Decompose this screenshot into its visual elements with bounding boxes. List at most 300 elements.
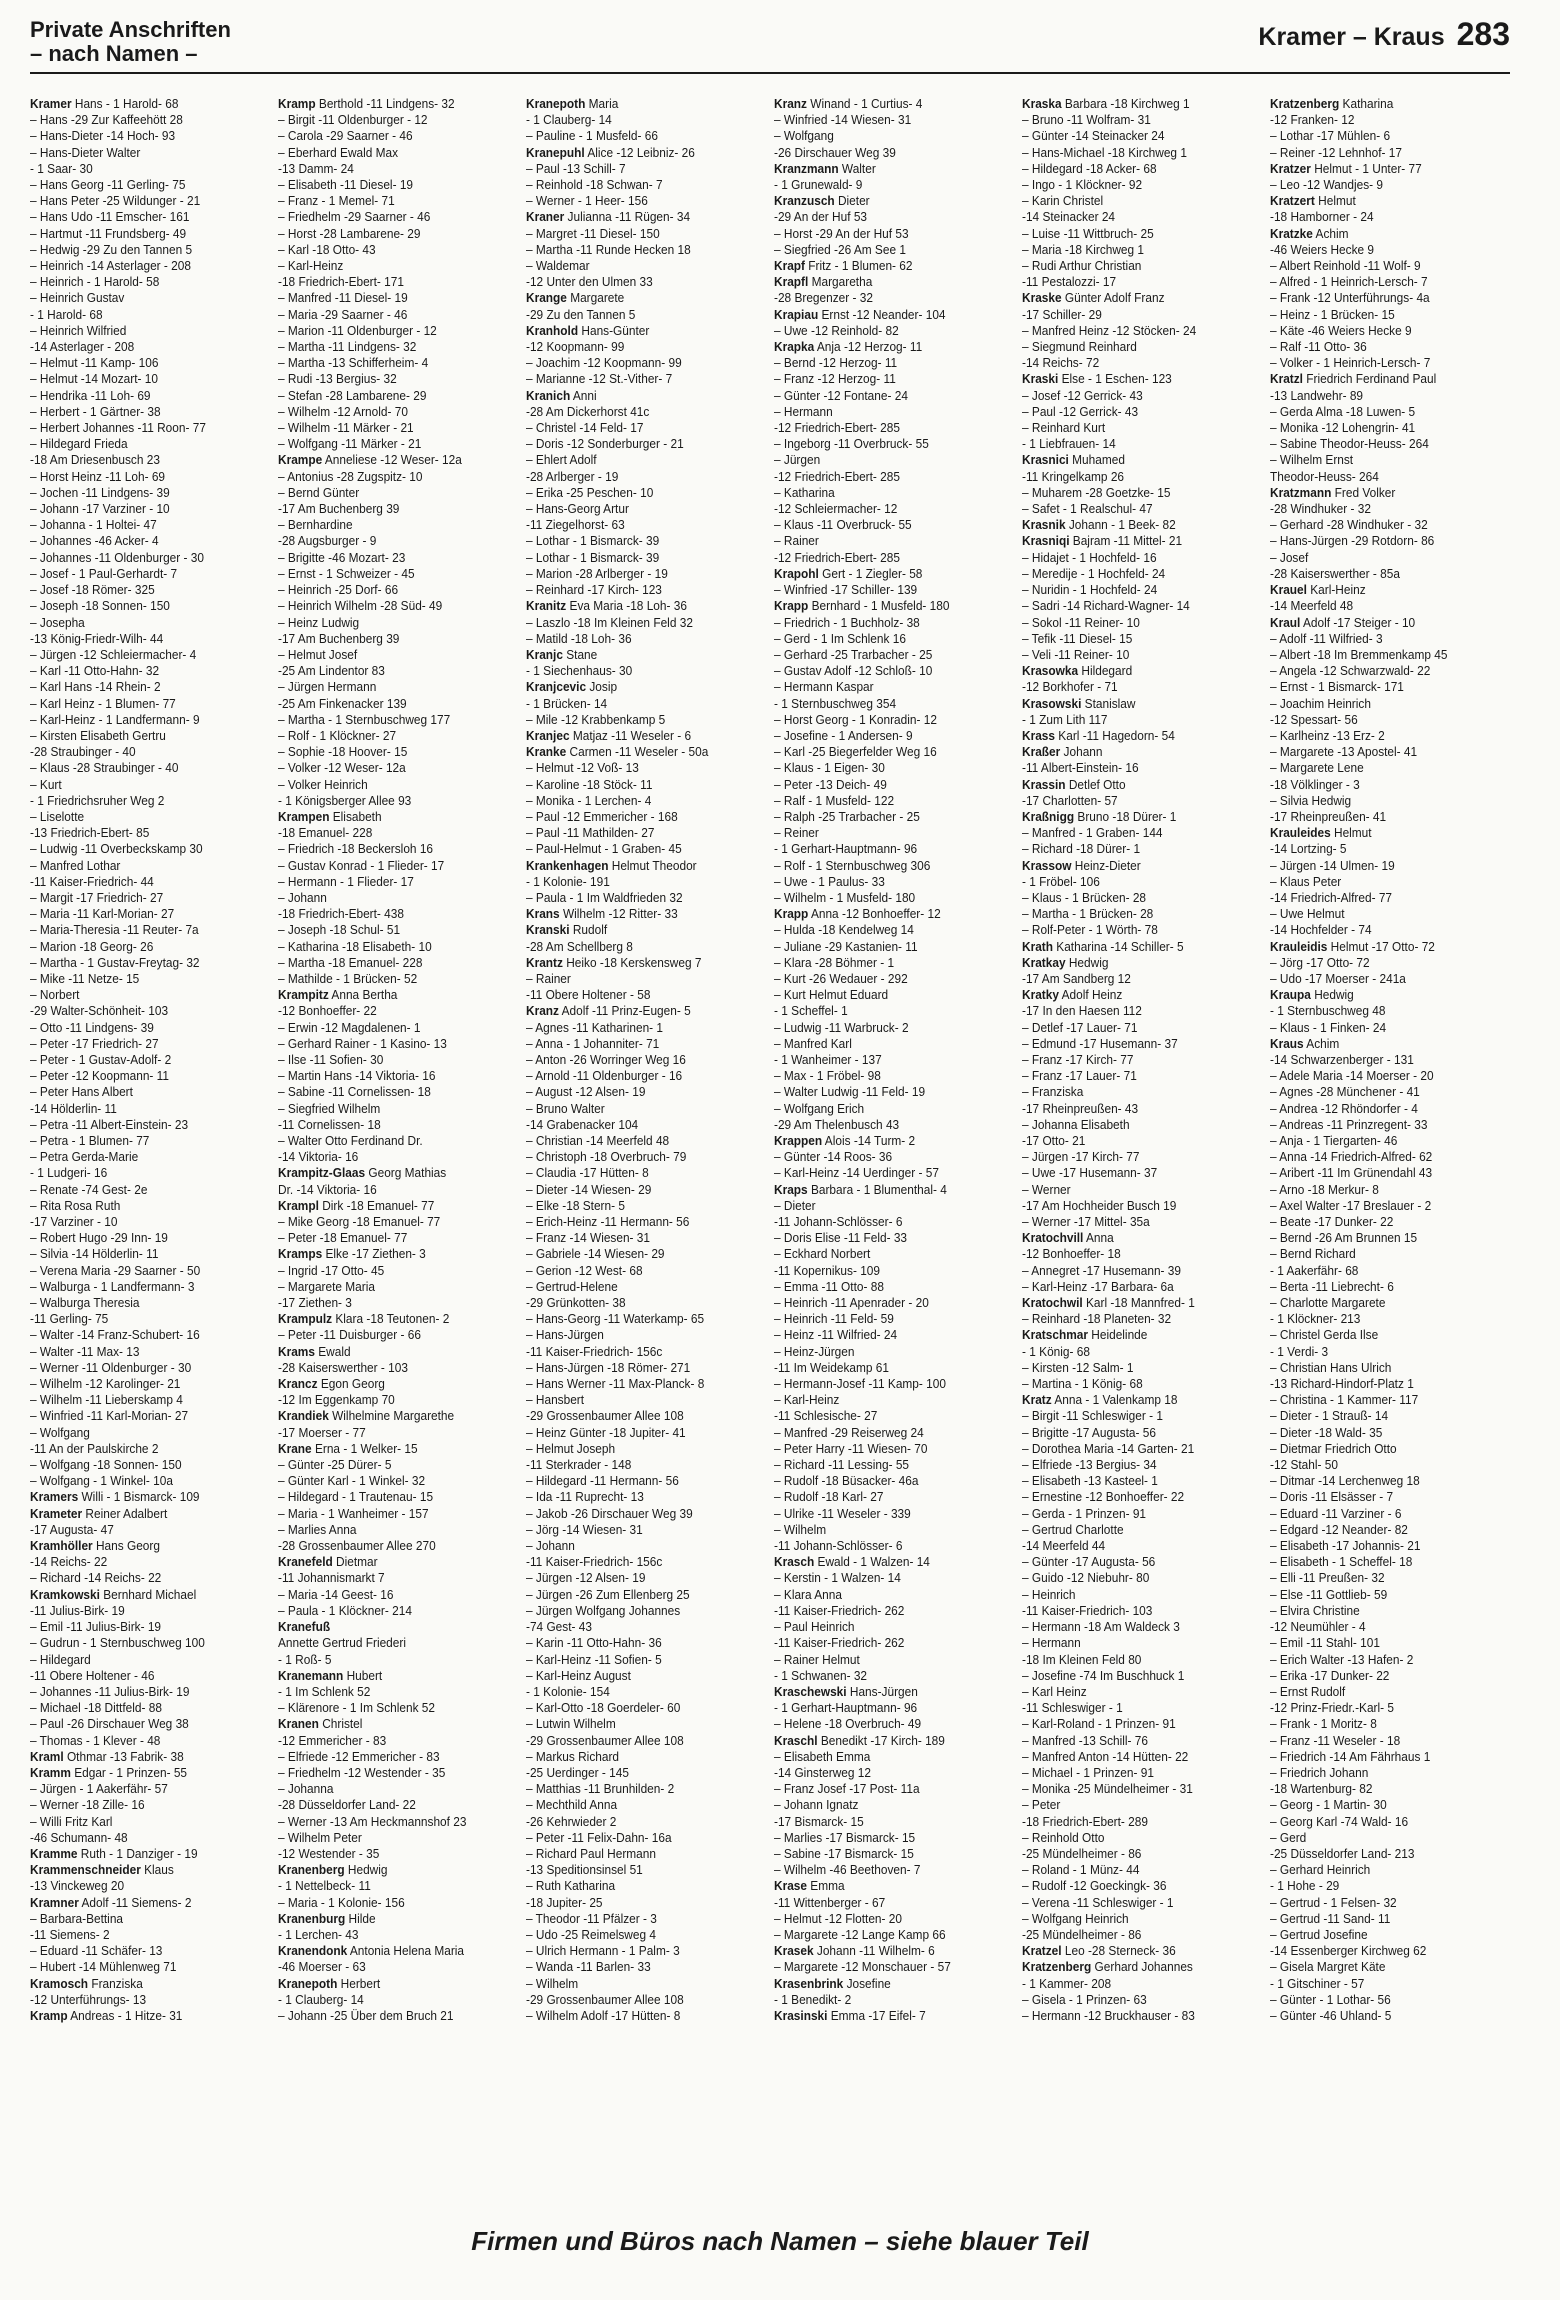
directory-entry: -29 Walter-Schönheit- 103 <box>30 1003 169 1019</box>
directory-entry: -11 Schleswiger - 1 <box>1022 1700 1123 1716</box>
directory-entry: - 1 Verdi- 3 <box>1270 1343 1329 1359</box>
directory-entry: – Gerion -12 West- 68 <box>526 1262 643 1278</box>
directory-entry: -18 Emanuel- 228 <box>278 825 373 841</box>
directory-entry: – Frank - 1 Moritz- 8 <box>1270 1716 1377 1732</box>
directory-entry: Krapfl Margaretha <box>774 274 873 290</box>
page-header <box>30 12 1510 74</box>
directory-entry: – Martina - 1 König- 68 <box>1022 1376 1143 1392</box>
surname: Kranhold <box>526 322 579 338</box>
surname: Kranjcevic <box>526 679 587 695</box>
directory-entry: – Mile -12 Krabbenkamp 5 <box>526 711 666 727</box>
directory-entry: – Bernd -26 Am Brunnen 15 <box>1270 1230 1418 1246</box>
directory-entry: -18 Im Kleinen Feld 80 <box>1022 1651 1142 1667</box>
directory-entry: – Paul-Helmut - 1 Graben- 45 <box>526 841 682 857</box>
directory-entry: – Maria - 1 Wanheimer - 157 <box>278 1505 429 1521</box>
directory-entry: -11 Julius-Birk- 19 <box>30 1602 125 1618</box>
directory-entry: – Klaus - 1 Finken- 24 <box>1270 1019 1387 1035</box>
directory-entry: -11 Schlesische- 27 <box>774 1408 878 1424</box>
surname: Krasnici <box>1022 452 1069 468</box>
directory-entry: Krane Erna - 1 Welker- 15 <box>278 1440 418 1456</box>
directory-entry: Krase Emma <box>774 1878 845 1894</box>
directory-entry: Kratky Adolf Heinz <box>1022 987 1123 1003</box>
directory-entry: – Karl-Heinz -14 Uerdinger - 57 <box>774 1165 939 1181</box>
directory-entry: -13 Friedrich-Ebert- 85 <box>30 825 150 841</box>
directory-entry: – Agnes -28 Münchener - 41 <box>1270 1084 1420 1100</box>
directory-entry: – Johanna <box>278 1781 334 1797</box>
surname: Kramme <box>30 1845 78 1861</box>
directory-entry: -11 Kaiser-Friedrich- 262 <box>774 1635 905 1651</box>
directory-entry: – Maria -29 Saarner - 46 <box>278 306 408 322</box>
directory-entry: – Heinz -11 Wilfried- 24 <box>774 1327 898 1343</box>
directory-entry: - 1 Clauberg- 14 <box>278 1991 364 2007</box>
directory-entry: Kraml Othmar -13 Fabrik- 38 <box>30 1748 184 1764</box>
directory-entry: – Rudi -13 Bergius- 32 <box>278 371 397 387</box>
directory-entry: – Elisabeth - 1 Scheffel- 18 <box>1270 1554 1413 1570</box>
surname: Kranich <box>526 387 571 403</box>
directory-entry: – Hildegard Frieda <box>30 436 128 452</box>
directory-entry: Kramers Willi - 1 Bismarck- 109 <box>30 1489 200 1505</box>
directory-entry: – Heinrich <box>1022 1586 1076 1602</box>
directory-entry: – Charlotte Margarete <box>1270 1295 1386 1311</box>
directory-entry: – Josepha <box>30 614 85 630</box>
directory-entry: -14 Friedrich-Alfred- 77 <box>1270 889 1393 905</box>
directory-entry: -46 Schumann- 48 <box>30 1829 128 1845</box>
directory-entry: – Franz -17 Lauer- 71 <box>1022 1068 1137 1084</box>
directory-entry: – Peter Hans Albert <box>30 1084 133 1100</box>
directory-entry: – Hans-Jürgen -29 Rotdorn- 86 <box>1270 533 1435 549</box>
directory-entry: - 1 Lerchen- 43 <box>278 1926 359 1942</box>
directory-entry: – Hildegard -18 Acker- 68 <box>1022 160 1157 176</box>
directory-entry: -18 Friedrich-Ebert- 289 <box>1022 1813 1148 1829</box>
directory-column <box>526 96 742 2236</box>
directory-entry: – Friedrich -14 Am Fährhaus 1 <box>1270 1748 1431 1764</box>
directory-entry: – Hans Udo -11 Emscher- 161 <box>30 209 190 225</box>
directory-entry: – Josef -12 Gerrick- 43 <box>1022 387 1143 403</box>
directory-entry: – Renate -74 Gest- 2e <box>30 1181 148 1197</box>
directory-entry: – Gudrun - 1 Sternbuschweg 100 <box>30 1635 205 1651</box>
surname: Kratzenberg <box>1022 1959 1092 1975</box>
directory-entry: -14 Essenberger Kirchweg 62 <box>1270 1943 1427 1959</box>
directory-entry: – Lothar - 1 Bismarck- 39 <box>526 549 660 565</box>
directory-entry: - 1 Kolonie- 154 <box>526 1683 610 1699</box>
directory-entry: – Wilhelm -11 Lieberskamp 4 <box>30 1392 183 1408</box>
directory-entry: – Birgit -11 Oldenburger - 12 <box>278 112 428 128</box>
directory-entry: – Axel Walter -17 Breslauer - 2 <box>1270 1197 1432 1213</box>
directory-entry: – Emil -11 Julius-Birk- 19 <box>30 1619 162 1635</box>
directory-entry: – Silvia Hedwig <box>1270 792 1352 808</box>
surname: Kratz <box>1022 1392 1052 1408</box>
surname: Krapfl <box>774 274 809 290</box>
directory-entry: – Peter -13 Deich- 49 <box>774 776 887 792</box>
directory-entry: – Karl-Heinz August <box>526 1667 631 1683</box>
directory-entry: – Frank -12 Unterführungs- 4a <box>1270 290 1430 306</box>
surname: Kranepoth <box>278 1975 338 1991</box>
directory-entry: -12 Unterführungs- 13 <box>30 1991 147 2007</box>
directory-entry: – Gerd <box>1270 1829 1307 1845</box>
directory-entry: – Christina - 1 Kammer- 117 <box>1270 1392 1419 1408</box>
directory-entry: – Werner -13 Am Heckmannshof 23 <box>278 1813 467 1829</box>
surname: Krass <box>1022 727 1056 743</box>
directory-entry: – Lothar - 1 Bismarck- 39 <box>526 533 660 549</box>
directory-entry: – Hans-Jürgen -18 Römer- 271 <box>526 1359 691 1375</box>
directory-entry: – Angela -12 Schwarzwald- 22 <box>1270 663 1431 679</box>
directory-entry: – Franz - 1 Memel- 71 <box>278 193 395 209</box>
directory-entry: – Bernhardine <box>278 517 353 533</box>
directory-entry: – Walburga - 1 Landfermann- 3 <box>30 1278 195 1294</box>
surname: Kratzer <box>1270 160 1311 176</box>
directory-entry: -12 Bonhoeffer- 22 <box>278 1003 377 1019</box>
surname: Kraska <box>1022 96 1062 111</box>
surname: Kraner <box>526 209 565 225</box>
directory-entry: Krampl Dirk -18 Emanuel- 77 <box>278 1197 435 1213</box>
directory-entry: – Rudolf -18 Büsacker- 46a <box>774 1473 919 1489</box>
surname: Krasowski <box>1022 695 1082 711</box>
surname: Krasenbrink <box>774 1975 844 1991</box>
directory-entry: – Helene -18 Overbruch- 49 <box>774 1716 922 1732</box>
directory-entry: -14 Hochfelder - 74 <box>1270 922 1372 938</box>
directory-entry: – Richard -18 Dürer- 1 <box>1022 841 1141 857</box>
surname: Kratzert <box>1270 193 1315 209</box>
directory-entry: – Klaus -11 Overbruck- 55 <box>774 517 912 533</box>
directory-entry: -25 Am Lindentor 83 <box>278 663 385 679</box>
directory-entry: – Reinhard -17 Kirch- 123 <box>526 582 662 598</box>
directory-entry: – Joseph -18 Sonnen- 150 <box>30 598 170 614</box>
directory-entry: – Bernd Richard <box>1270 1246 1356 1262</box>
directory-entry: – Kirsten -12 Salm- 1 <box>1022 1359 1134 1375</box>
directory-entry: – Franz -17 Kirch- 77 <box>1022 1051 1134 1067</box>
directory-entry: – Herbert - 1 Gärtner- 38 <box>30 403 161 419</box>
directory-entry: - 1 Zum Lith 117 <box>1022 711 1108 727</box>
directory-entry: - 1 Nettelbeck- 11 <box>278 1878 371 1894</box>
directory-entry: – Elisabeth -11 Diesel- 19 <box>278 177 414 193</box>
directory-entry: – Muharem -28 Goetzke- 15 <box>1022 484 1171 500</box>
directory-entry: – Hermann - 1 Flieder- 17 <box>278 873 414 889</box>
directory-entry: – Josefine -74 Im Buschhuck 1 <box>1022 1667 1185 1683</box>
directory-entry: -12 Koopmann- 99 <box>526 339 625 355</box>
directory-entry: – Ingrid -17 Otto- 45 <box>278 1262 385 1278</box>
directory-entry: -29 Grossenbaumer Allee 108 <box>526 1991 684 2007</box>
surname: Krancz <box>278 1376 318 1392</box>
directory-entry: – Ernestine -12 Bonhoeffer- 22 <box>1022 1489 1185 1505</box>
directory-entry: – Wilhelm Adolf -17 Hütten- 8 <box>526 2007 681 2023</box>
directory-entry: – Verena Maria -29 Saarner - 50 <box>30 1262 201 1278</box>
directory-entry: -12 Franken- 12 <box>1270 112 1355 128</box>
directory-entry: – Jörg -17 Otto- 72 <box>1270 954 1370 970</box>
directory-entry: – Peter Harry -11 Wiesen- 70 <box>774 1440 928 1456</box>
directory-entry: – Gerda Alma -18 Luwen- 5 <box>1270 403 1416 419</box>
directory-entry: – Wolfgang <box>30 1424 90 1440</box>
directory-entry: – Hubert -14 Mühlenweg 71 <box>30 1959 177 1975</box>
directory-entry: -12 Borkhofer - 71 <box>1022 679 1118 695</box>
directory-entry: Kranski Rudolf <box>526 922 608 938</box>
directory-entry: – Carola -29 Saarner - 46 <box>278 128 413 144</box>
directory-entry: Krampulz Klara -18 Teutonen- 2 <box>278 1311 450 1327</box>
directory-entry: – Arno -18 Merkur- 8 <box>1270 1181 1379 1197</box>
directory-entry: – Berta -11 Liebrecht- 6 <box>1270 1278 1394 1294</box>
surname: Krampl <box>278 1197 319 1213</box>
surname: Kramps <box>278 1246 323 1262</box>
directory-entry: – Erich-Heinz -11 Hermann- 56 <box>526 1214 690 1230</box>
surname: Kranepuhl <box>526 144 585 160</box>
directory-entry: – Joachim -12 Koopmann- 99 <box>526 355 682 371</box>
directory-entry: – Heinrich -25 Dorf- 66 <box>278 582 399 598</box>
directory-entry: -17 Am Buchenberg 39 <box>278 630 400 646</box>
surname: Krampitz-Glaas <box>278 1165 366 1181</box>
surname: Kratochwil <box>1022 1295 1083 1311</box>
directory-entry: – Heinz Günter -18 Jupiter- 41 <box>526 1424 686 1440</box>
directory-entry: -12 Friedrich-Ebert- 285 <box>774 420 900 436</box>
directory-entry: – Erika -17 Dunker- 22 <box>1270 1667 1390 1683</box>
surname: Krasek <box>774 1943 814 1959</box>
surname: Krapf <box>774 258 805 274</box>
directory-entry: – Udo -17 Moerser - 241a <box>1270 970 1406 986</box>
directory-entry: – Franz -11 Weseler - 18 <box>1270 1732 1401 1748</box>
directory-entry: - 1 Im Schlenk 52 <box>278 1683 371 1699</box>
directory-entry: – Reiner <box>774 825 819 841</box>
directory-column <box>30 96 246 2236</box>
directory-entry: Krams Ewald <box>278 1343 351 1359</box>
surname: Kranefuß <box>278 1619 331 1635</box>
surname: Kranzusch <box>774 193 835 209</box>
directory-entry: -13 König-Friedr-Wilh- 44 <box>30 630 164 646</box>
directory-entry: – Josefine - 1 Andersen- 9 <box>774 727 913 743</box>
directory-entry: – Reinhold -18 Schwan- 7 <box>526 177 663 193</box>
directory-entry <box>278 1619 494 1635</box>
directory-entry: Kraski Else - 1 Eschen- 123 <box>1022 371 1172 387</box>
surname: Kratochvill <box>1022 1230 1084 1246</box>
directory-entry: -11 Siemens- 2 <box>30 1926 110 1942</box>
directory-entry: -18 Hamborner - 24 <box>1270 209 1374 225</box>
directory-entry: -25 Mündelheimer - 86 <box>1022 1926 1142 1942</box>
directory-entry: – Karl-Heinz <box>774 1392 840 1408</box>
surname: Krane <box>278 1440 312 1456</box>
directory-entry: -12 Emmericher - 83 <box>278 1732 387 1748</box>
directory-entry: – Wolfgang -18 Sonnen- 150 <box>30 1457 182 1473</box>
surname: Kranendonk <box>278 1943 348 1959</box>
surname: Krappen <box>774 1133 823 1148</box>
directory-entry: – Alfred - 1 Heinrich-Lersch- 7 <box>1270 274 1428 290</box>
directory-entry: – Else -11 Gottlieb- 59 <box>1270 1586 1388 1602</box>
directory-entry: Kranefeld Dietmar <box>278 1554 378 1570</box>
surname: Kranke <box>526 744 567 760</box>
directory-entry: – Käte -46 Weiers Hecke 9 <box>1270 322 1412 338</box>
surname: Kramer <box>30 96 72 111</box>
directory-entry: – Jürgen - 1 Aakerfähr- 57 <box>30 1781 168 1797</box>
directory-entry: – Sabine -11 Cornelissen- 18 <box>278 1084 431 1100</box>
directory-entry: – Joseph -18 Schul- 51 <box>278 922 401 938</box>
directory-entry: – Elisabeth -17 Johannis- 21 <box>1270 1538 1421 1554</box>
directory-entry: - 1 Ludgeri- 16 <box>30 1165 108 1181</box>
directory-entry: – Paul -13 Schill- 7 <box>526 160 626 176</box>
directory-entry: – Heinrich - 1 Harold- 58 <box>30 274 160 290</box>
surname: Krasinski <box>774 2007 828 2023</box>
directory-entry: – Elfriede -12 Emmericher - 83 <box>278 1748 440 1764</box>
directory-entry: – Max - 1 Fröbel- 98 <box>774 1068 881 1084</box>
directory-entry: - 1 Sternbuschweg 354 <box>774 695 897 711</box>
directory-entry: – Herbert Johannes -11 Roon- 77 <box>30 420 206 436</box>
directory-entry: – Günter - 1 Lothar- 56 <box>1270 1991 1391 2007</box>
directory-entry: Krassin Detlef Otto <box>1022 776 1126 792</box>
surname: Kraske <box>1022 290 1062 306</box>
directory-entry: -18 Wartenburg- 82 <box>1270 1781 1373 1797</box>
directory-entry: – Uwe - 1 Paulus- 33 <box>774 873 885 889</box>
directory-entry: Krappen Alois -14 Turm- 2 <box>774 1133 916 1148</box>
directory-entry: Kranhold Hans-Günter <box>526 322 650 338</box>
directory-entry: – Karl -18 Otto- 43 <box>278 241 376 257</box>
directory-entry: – Reinhard -18 Planeten- 32 <box>1022 1311 1172 1327</box>
directory-entry: Kratzer Helmut - 1 Unter- 77 <box>1270 160 1422 176</box>
directory-entry: -14 Schwarzenberger - 131 <box>1270 1051 1414 1067</box>
directory-entry: Kratzel Leo -28 Sterneck- 36 <box>1022 1943 1176 1959</box>
directory-entry: – Anton -26 Worringer Weg 16 <box>526 1051 686 1067</box>
directory-entry: Dr. -14 Viktoria- 16 <box>278 1181 377 1197</box>
directory-entry: Krapohl Gert - 1 Ziegler- 58 <box>774 565 923 581</box>
directory-entry: – Hans-Michael -18 Kirchweg 1 <box>1022 144 1187 160</box>
directory-entry: – Mathilde - 1 Brücken- 52 <box>278 970 418 986</box>
directory-entry: – Christian -14 Meerfeld 48 <box>526 1133 670 1148</box>
directory-entry: – Udo -25 Reimelsweg 4 <box>526 1926 656 1942</box>
surname: Kraski <box>1022 371 1059 387</box>
directory-entry: Theodor-Heuss- 264 <box>1270 468 1379 484</box>
directory-entry: – Wolfgang Heinrich <box>1022 1910 1129 1926</box>
directory-entry: -28 Düsseldorfer Land- 22 <box>278 1797 416 1813</box>
surname: Kranzmann <box>774 160 839 176</box>
directory-entry: -14 Meerfeld 44 <box>1022 1538 1106 1554</box>
directory-entry: – Karl-Heinz <box>278 258 344 274</box>
directory-entry: Kranepoth Herbert <box>278 1975 381 1991</box>
directory-entry: – Günter -25 Dürer- 5 <box>278 1457 392 1473</box>
directory-entry: – Michael - 1 Prinzen- 91 <box>1022 1764 1154 1780</box>
directory-entry: – Dieter -18 Wald- 35 <box>1270 1424 1383 1440</box>
directory-entry: – Thomas - 1 Klever - 48 <box>30 1732 161 1748</box>
footer-note: Firmen und Büros nach Namen – siehe blauer Teil <box>471 2226 1089 2256</box>
surname: Krauleides <box>1270 825 1331 841</box>
directory-entry: Kraul Adolf -17 Steiger - 10 <box>1270 614 1416 630</box>
directory-entry: – Hidajet - 1 Hochfeld- 16 <box>1022 549 1157 565</box>
directory-entry: – Uwe -17 Husemann- 37 <box>1022 1165 1158 1181</box>
directory-entry: -11 Ziegelhorst- 63 <box>526 517 625 533</box>
directory-entry: – Christel Gerda Ilse <box>1270 1327 1379 1343</box>
surname: Krams <box>278 1343 315 1359</box>
directory-entry: – Wilhelm -12 Arnold- 70 <box>278 403 408 419</box>
directory-entry: - 1 Gitschiner - 57 <box>1270 1975 1365 1991</box>
directory-entry: Kramhöller Hans Georg <box>30 1538 160 1554</box>
surname: Kratzl <box>1270 371 1303 387</box>
directory-entry: -28 Bregenzer - 32 <box>774 290 873 306</box>
directory-entry: - 1 Harold- 68 <box>30 306 103 322</box>
directory-entry: – Hendrika -11 Loh- 69 <box>30 387 151 403</box>
directory-entry: Krange Margarete <box>526 290 625 306</box>
directory-entry: – Gertrud - 1 Felsen- 32 <box>1270 1894 1397 1910</box>
directory-entry: – Johannes -11 Julius-Birk- 19 <box>30 1683 190 1699</box>
directory-entry: Kratzenberg Katharina <box>1270 96 1394 111</box>
directory-entry: – Lutwin Wilhelm <box>526 1716 616 1732</box>
directory-entry: -14 Lortzing- 5 <box>1270 841 1347 857</box>
directory-entry: Kranen Christel <box>278 1716 363 1732</box>
directory-entry: – Jakob -26 Dirschauer Weg 39 <box>526 1505 693 1521</box>
directory-entry: Krankenhagen Helmut Theodor <box>526 857 697 873</box>
directory-entry: – Bruno Walter <box>526 1100 605 1116</box>
directory-entry: -17 Am Hochheider Busch 19 <box>1022 1197 1177 1213</box>
directory-entry: – Juliane -29 Kastanien- 11 <box>774 938 918 954</box>
directory-entry: -11 Kaiser-Friedrich- 156c <box>526 1554 663 1570</box>
directory-entry: – Hans-Jürgen <box>526 1327 604 1343</box>
directory-entry: -13 Vinckeweg 20 <box>30 1878 125 1894</box>
directory-entry: – Rolf-Peter - 1 Wörth- 78 <box>1022 922 1158 938</box>
directory-entry: – Theodor -11 Pfälzer - 3 <box>526 1910 657 1926</box>
directory-entry: – Helmut Joseph <box>526 1440 616 1456</box>
directory-entry: – Johanna Elisabeth <box>1022 1116 1130 1132</box>
directory-entry: – Gerhard -28 Windhuker - 32 <box>1270 517 1428 533</box>
directory-entry: Krasch Ewald - 1 Walzen- 14 <box>774 1554 930 1570</box>
directory-entry: - 1 Siechenhaus- 30 <box>526 663 633 679</box>
directory-entry: Kranitz Eva Maria -18 Loh- 36 <box>526 598 687 614</box>
directory-entry: Kraupa Hedwig <box>1270 987 1354 1003</box>
directory-entry: -11 Obere Holtener - 46 <box>30 1667 155 1683</box>
directory-entry: – Sabine -17 Bismarck- 15 <box>774 1845 914 1861</box>
directory-entry: – Arnold -11 Oldenburger - 16 <box>526 1068 683 1084</box>
surname: Kratzmann <box>1270 484 1332 500</box>
surname: Kratky <box>1022 987 1059 1003</box>
directory-entry: -17 Schiller- 29 <box>1022 306 1102 322</box>
surname: Kraschl <box>774 1732 818 1748</box>
directory-entry: – Sabine Theodor-Heuss- 264 <box>1270 436 1429 452</box>
directory-entry: -11 Im Weidekamp 61 <box>774 1359 890 1375</box>
directory-entry: -12 Spessart- 56 <box>1270 711 1358 727</box>
directory-entry: – Werner <box>1022 1181 1071 1197</box>
directory-entry: -17 Rheinpreußen- 41 <box>1270 808 1387 824</box>
directory-entry: -13 Speditionsinsel 51 <box>526 1862 643 1878</box>
directory-entry: -17 Ziethen- 3 <box>278 1295 352 1311</box>
directory-entry: – Hans Georg -11 Gerling- 75 <box>30 177 186 193</box>
directory-entry: Krapp Anna -12 Bonhoeffer- 12 <box>774 906 941 922</box>
directory-entry: Krandiek Wilhelmine Margarethe <box>278 1408 455 1424</box>
surname: Krampulz <box>278 1311 333 1327</box>
directory-entry: Krasnik Johann - 1 Beek- 82 <box>1022 517 1176 533</box>
directory-entry: -18 Friedrich-Ebert- 171 <box>278 274 404 290</box>
directory-entry: Kranjec Matjaz -11 Weseler - 6 <box>526 727 692 743</box>
surname: Kramhöller <box>30 1538 93 1554</box>
surname: Kramm <box>30 1764 71 1780</box>
directory-entry: – Brigitte -46 Mozart- 23 <box>278 549 406 565</box>
directory-entry: – Karl -25 Biegerfelder Weg 16 <box>774 744 937 760</box>
directory-entry: - 1 Brücken- 14 <box>526 695 608 711</box>
directory-entry: -29 Zu den Tannen 5 <box>526 306 636 322</box>
directory-entry: - 1 Hohe - 29 <box>1270 1878 1340 1894</box>
directory-entry: – Jürgen -12 Alsen- 19 <box>526 1570 646 1586</box>
directory-entry: – Karl-Heinz -17 Barbara- 6a <box>1022 1278 1174 1294</box>
surname: Krantz <box>526 954 563 970</box>
surname: Krauleidis <box>1270 938 1328 954</box>
directory-entry: – Martin Hans -14 Viktoria- 16 <box>278 1068 436 1084</box>
directory-entry: – Günter -14 Steinacker 24 <box>1022 128 1165 144</box>
directory-entry: – Ernst - 1 Schweizer - 45 <box>278 565 415 581</box>
directory-entry: – Uwe -12 Reinhold- 82 <box>774 322 899 338</box>
directory-entry: Kranzmann Walter <box>774 160 876 176</box>
directory-entry: -11 Gerling- 75 <box>30 1311 109 1327</box>
surname: Krapiau <box>774 306 819 322</box>
surname: Kranjec <box>526 727 570 743</box>
directory-entry: -11 An der Paulskirche 2 <box>30 1440 159 1456</box>
directory-entry: – Elke -18 Stern- 5 <box>526 1197 625 1213</box>
directory-entry: – Rolf - 1 Klöckner- 27 <box>278 727 397 743</box>
directory-entry: – Christoph -18 Overbruch- 79 <box>526 1149 687 1165</box>
directory-entry: – Franz -12 Herzog- 11 <box>774 371 896 387</box>
directory-entry: - 1 Klöckner- 213 <box>1270 1311 1361 1327</box>
directory-entry: – Johannes -11 Oldenburger - 30 <box>30 549 204 565</box>
directory-entry: – Anja - 1 Tiergarten- 46 <box>1270 1133 1398 1148</box>
directory-entry: – Mechthild Anna <box>526 1797 618 1813</box>
